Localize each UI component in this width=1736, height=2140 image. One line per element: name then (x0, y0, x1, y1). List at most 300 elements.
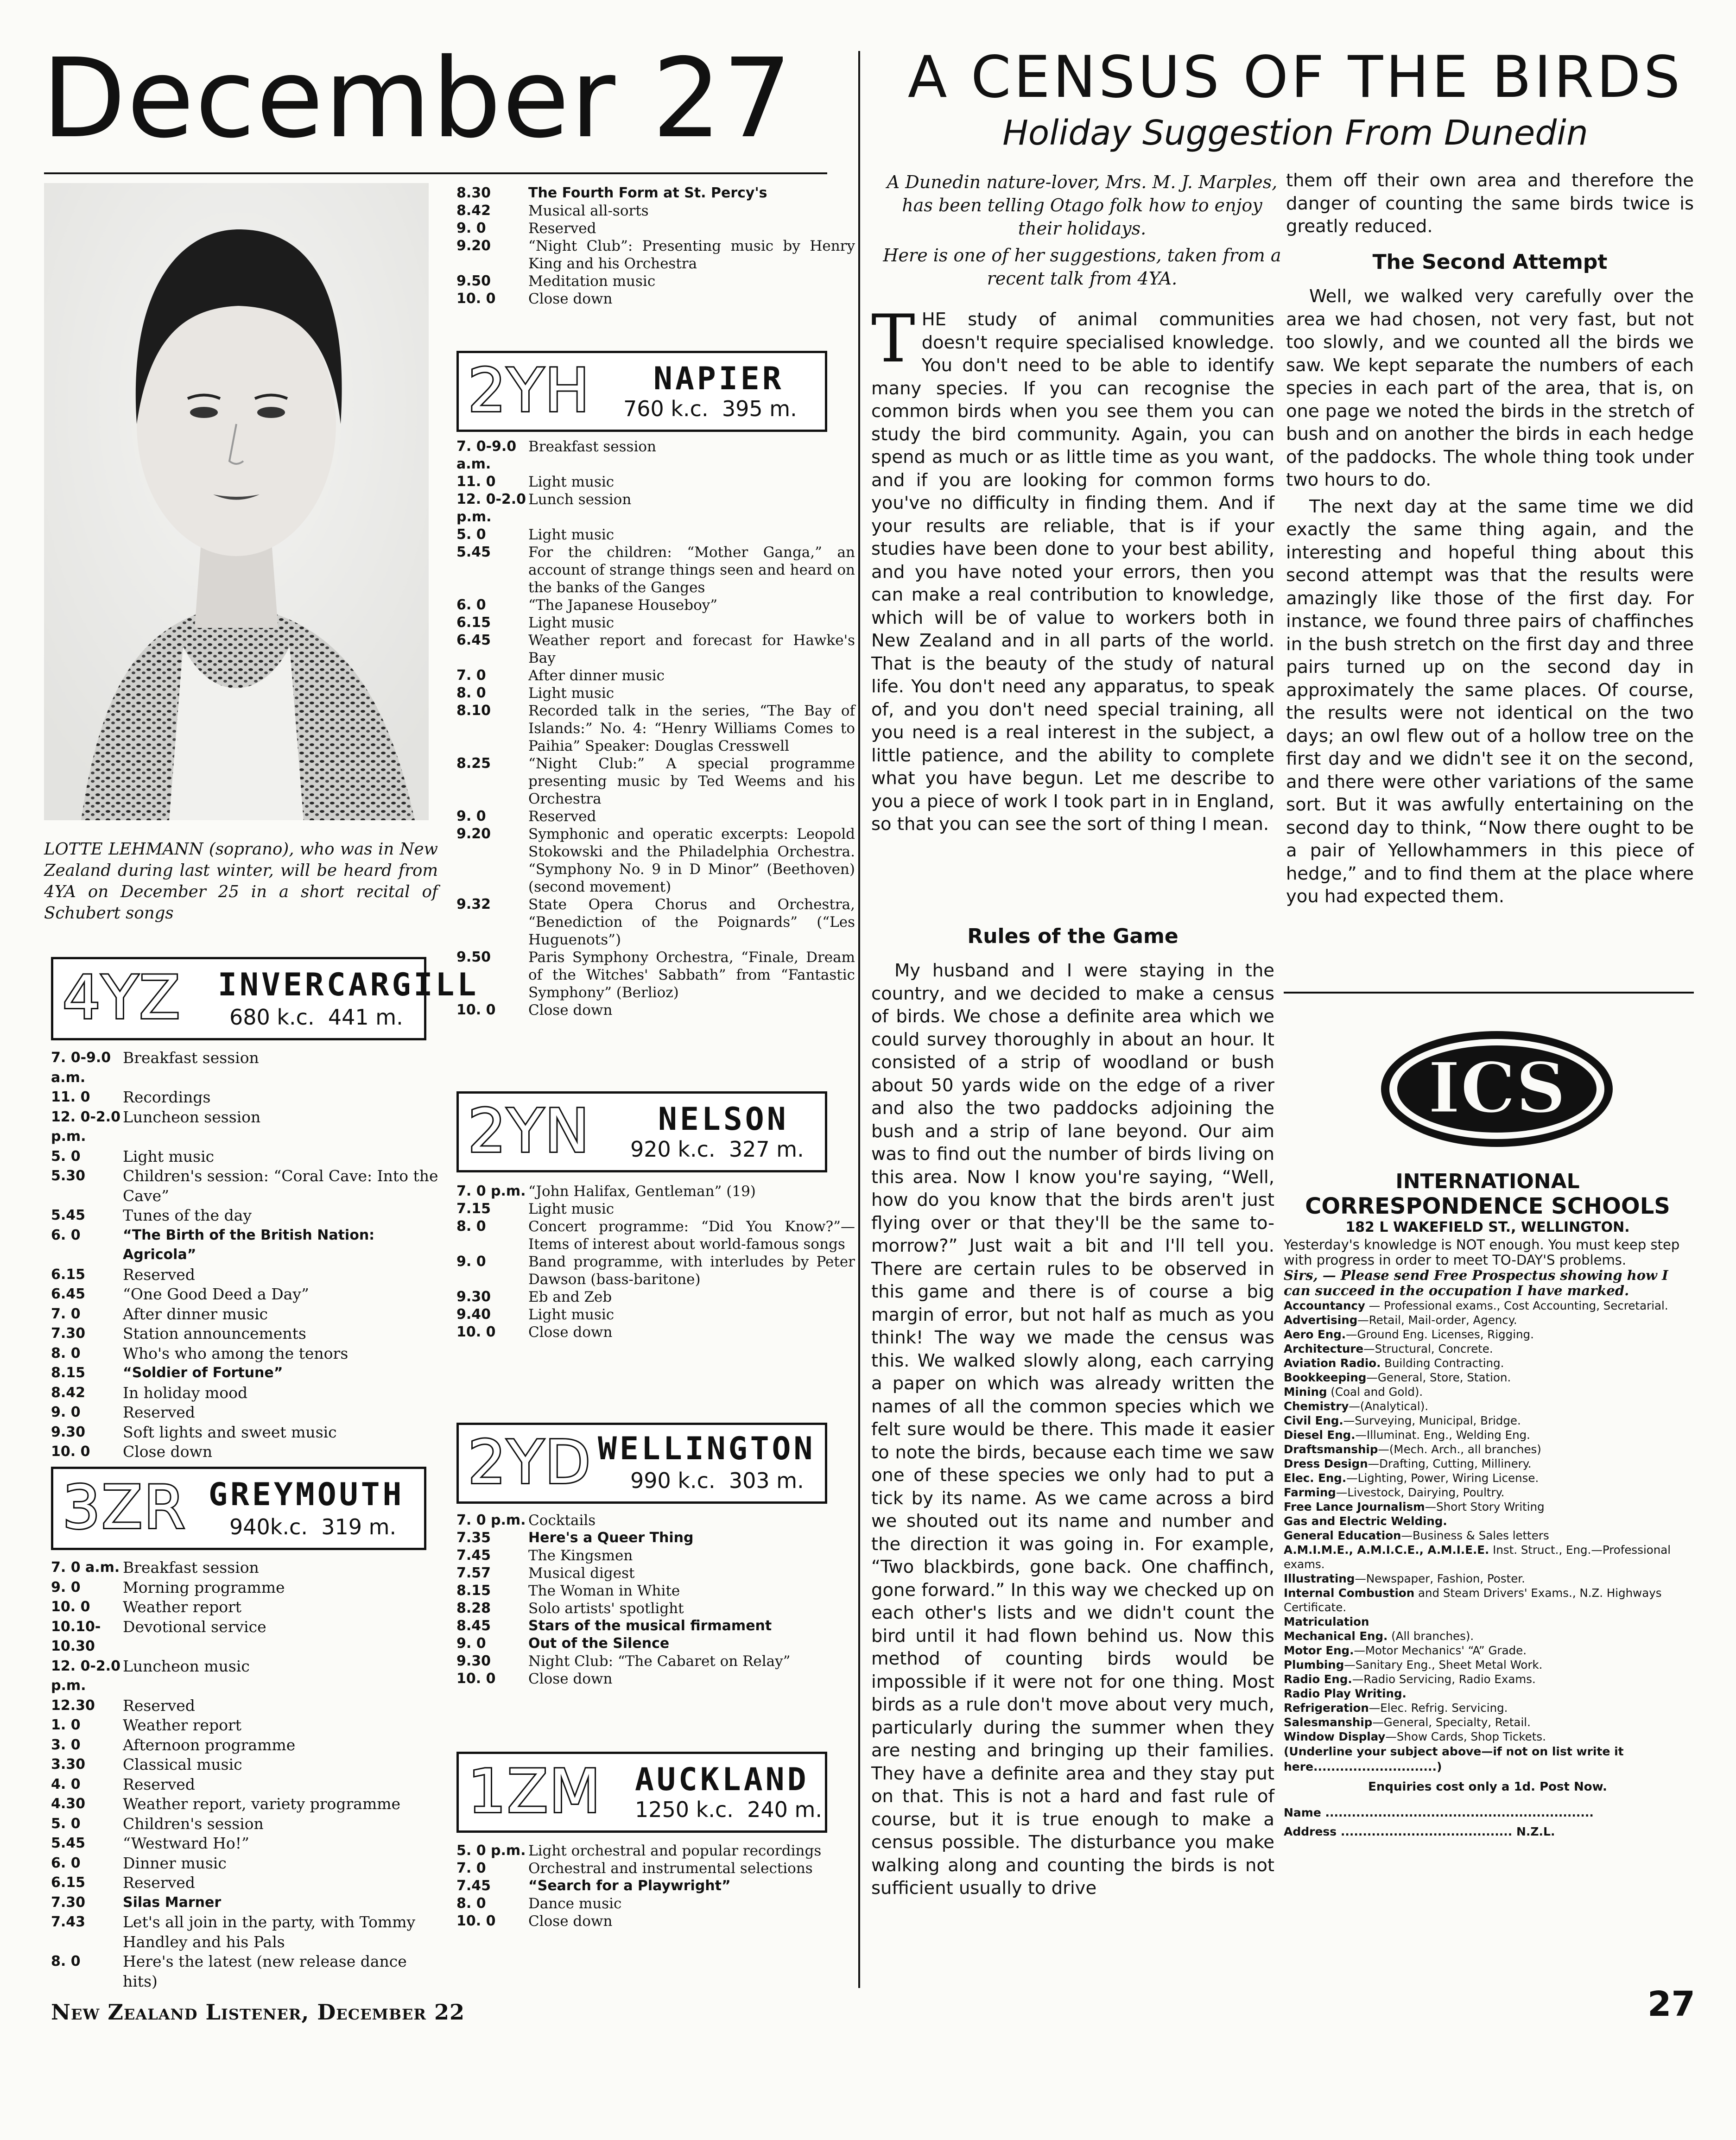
ics-course-name: Radio Play Writing. (1284, 1687, 1407, 1700)
station-header-3zr (51, 1467, 426, 1550)
frequency: 1250 k.c. 240 m. (635, 1797, 822, 1822)
schedule-row (456, 290, 855, 308)
ics-address-field: Address ....................................... N.Z.L. (1284, 1825, 1555, 1838)
schedule-programme: Soft lights and sweet music (123, 1423, 337, 1441)
ics-course-item (1284, 1298, 1692, 1313)
schedule-programme: Let's all join in the party, with Tommy Handley and his Pals (123, 1913, 416, 1951)
schedule-row (456, 808, 855, 825)
schedule-time: 5.45 (456, 544, 491, 560)
schedule-row (456, 1582, 855, 1600)
schedule-programme: “The Birth of the British Nation: Agricola” (123, 1227, 375, 1263)
ics-course-name: Dress Design (1284, 1457, 1368, 1470)
schedule-time: 6.15 (51, 1874, 86, 1891)
schedule-programme: Weather report (123, 1716, 242, 1734)
schedule-1zm (456, 1842, 855, 1930)
ics-course-detail: —Structural, Concrete. (1363, 1342, 1493, 1355)
ics-course-name: Aero Eng. (1284, 1328, 1346, 1341)
ics-course-name: Gas and Electric Welding. (1284, 1514, 1447, 1528)
ics-course-detail: —Elec. Refrig. Servicing. (1369, 1701, 1508, 1715)
schedule-programme: Musical all-sorts (528, 203, 649, 219)
schedule-programme: Weather report, variety programme (123, 1795, 401, 1813)
schedule-programme: Paris Symphony Orchestra, “Finale, Dream of the Witches' Sabbath” from “Fantastic Symphony” (Berlioz) (528, 949, 855, 1001)
schedule-time: 5. 0 p.m. (456, 1842, 526, 1859)
schedule-time: 9.40 (456, 1306, 491, 1323)
schedule-row (456, 237, 855, 272)
schedule-programme: For the children: “Mother Ganga,” an account of strange things seen and heard on the banks of the Ganges (528, 544, 855, 596)
schedule-programme: “Search for a Playwright” (528, 1878, 731, 1894)
schedule-programme: Stars of the musical firmament (528, 1618, 772, 1634)
schedule-row (51, 1344, 445, 1364)
lotte-lehmann-portrait (44, 183, 429, 820)
schedule-row (51, 1912, 445, 1952)
ics-course-item (1284, 1586, 1692, 1614)
schedule-programme: Weather report (123, 1598, 242, 1616)
schedule-row (51, 1206, 445, 1226)
ics-course-detail: — Professional exams., Cost Accounting, Secretarial. (1365, 1299, 1668, 1312)
schedule-programme: Dinner music (123, 1854, 227, 1872)
ics-course-detail: —Motor Mechanics' “A” Grade. (1354, 1644, 1527, 1657)
ics-course-item (1284, 1715, 1692, 1729)
schedule-time: 12.30 (51, 1697, 95, 1714)
schedule-time: 7.43 (51, 1914, 86, 1930)
schedule-time: 6. 0 (51, 1227, 81, 1243)
ics-course-name: Refrigeration (1284, 1701, 1369, 1715)
schedule-row (51, 1423, 445, 1443)
ics-request: Sirs, — Please send Free Prospectus showing how I can succeed in the occupation I have marked. (1284, 1267, 1668, 1298)
schedule-programme: Reserved (123, 1775, 195, 1793)
schedule-2yd (456, 1512, 855, 1688)
schedule-time: 6.15 (51, 1266, 86, 1283)
ics-course-detail: —Retail, Mail-order, Agency. (1357, 1313, 1517, 1327)
schedule-time: 10. 0 (51, 1599, 90, 1615)
schedule-programme: Meditation music (528, 273, 656, 290)
schedule-row (456, 1600, 855, 1617)
schedule-row (51, 1854, 445, 1874)
frequency: 920 k.c. 327 m. (630, 1137, 804, 1162)
callsign: 1ZM (468, 1757, 602, 1826)
ics-course-item (1284, 1485, 1692, 1500)
ics-course-name: Bookkeeping (1284, 1371, 1367, 1384)
schedule-programme: Symphonic and operatic excerpts: Leopold Stokowski and the Philadelphia Orchestra. “Symphony No. 9 in D Minor” (Beethoven) (second movement) (528, 826, 855, 895)
station-header-2yd (456, 1423, 827, 1504)
schedule-programme: Solo artists' spotlight (528, 1600, 684, 1617)
ics-course-name: Chemistry (1284, 1399, 1349, 1413)
ics-course-item (1284, 1413, 1692, 1428)
schedule-time: 8. 0 (456, 1895, 486, 1912)
ics-course-item (1284, 1500, 1692, 1514)
schedule-time: 9. 0 (456, 1254, 486, 1270)
ics-course-detail: —Ground Eng. Licenses, Rigging. (1346, 1328, 1534, 1341)
schedule-programme: “Night Club:” A special programme presenting music by Ted Weems and his Orchestra (528, 755, 855, 807)
schedule-programme: Silas Marner (123, 1894, 222, 1911)
schedule-row (51, 1558, 445, 1578)
ics-course-name: Illustrating (1284, 1572, 1355, 1585)
schedule-time: 5.45 (51, 1835, 86, 1851)
ics-course-item (1284, 1514, 1692, 1528)
schedule-programme: Close down (528, 1002, 613, 1019)
schedule-row (456, 220, 855, 237)
schedule-row (51, 1617, 445, 1657)
schedule-programme: Reserved (123, 1265, 195, 1284)
schedule-time: 7.30 (51, 1894, 86, 1911)
ics-course-name: Accountancy (1284, 1299, 1365, 1312)
ics-course-item (1284, 1356, 1692, 1370)
schedule-row (456, 1323, 855, 1341)
schedule-row (456, 1860, 855, 1877)
intro-paragraph-2: Here is one of her suggestions, taken from a recent talk from 4YA. (883, 245, 1281, 289)
schedule-row (456, 632, 855, 667)
subhead-second-attempt: The Second Attempt (1372, 250, 1608, 274)
city-name: NELSON (658, 1101, 789, 1138)
schedule-time: 3. 0 (51, 1736, 81, 1753)
article-title: A CENSUS OF THE BIRDS (907, 44, 1683, 111)
ics-course-item (1284, 1701, 1692, 1715)
schedule-row (456, 1564, 855, 1582)
schedule-time: 9.30 (51, 1424, 86, 1440)
intro-paragraph-1: A Dunedin nature-lover, Mrs. M. J. Marples, has been telling Otago folk how to enjoy their holidays. (887, 172, 1278, 239)
schedule-time: 9.30 (456, 1289, 491, 1305)
ics-enquiries: Enquiries cost only a 1d. Post Now. (1368, 1780, 1607, 1794)
schedule-row (456, 438, 855, 473)
schedule-row (51, 1088, 445, 1108)
schedule-row (51, 1735, 445, 1755)
ics-tagline: Yesterday's knowledge is NOT enough. You must keep step with progress in order to meet TO-DAY'S problems. (1284, 1237, 1680, 1268)
schedule-time: 12. 0-2.0 p.m. (456, 491, 526, 525)
ics-course-item (1284, 1543, 1692, 1571)
callsign: 2YH (468, 356, 591, 425)
station-header-1zm (456, 1752, 827, 1833)
schedule-programme: Light music (123, 1147, 215, 1165)
schedule-time: 9.20 (456, 238, 491, 254)
schedule-programme: Dance music (528, 1895, 622, 1912)
schedule-programme: Reserved (123, 1403, 195, 1421)
schedule-programme: Children's session: “Coral Cave: Into the Cave” (123, 1167, 438, 1205)
paragraph-3: them off their own area and therefore the danger of counting the same birds twice is greatly reduced. (1286, 170, 1694, 237)
ics-course-item (1284, 1658, 1692, 1672)
schedule-continuation (456, 184, 855, 308)
schedule-time: 10. 0 (456, 1671, 496, 1687)
ics-course-item (1284, 1571, 1692, 1586)
ics-course-name: Elec. Eng. (1284, 1471, 1347, 1485)
column-divider (858, 51, 860, 1988)
schedule-row (51, 1775, 445, 1795)
schedule-time: 4.30 (51, 1796, 86, 1812)
schedule-programme: Night Club: “The Cabaret on Relay” (528, 1653, 791, 1670)
schedule-row (456, 473, 855, 491)
schedule-row (51, 1285, 445, 1304)
schedule-time: 5.45 (51, 1207, 86, 1223)
schedule-row (456, 1183, 855, 1200)
ics-course-name: Architecture (1284, 1342, 1364, 1355)
schedule-row (456, 526, 855, 544)
schedule-programme: “Soldier of Fortune” (123, 1365, 283, 1381)
schedule-row (51, 1952, 445, 1991)
ics-course-item (1284, 1528, 1692, 1543)
schedule-row (51, 1873, 445, 1893)
schedule-row (51, 1834, 445, 1854)
schedule-programme: Orchestral and instrumental selections (528, 1860, 813, 1877)
schedule-time: 7.30 (51, 1325, 86, 1342)
schedule-time: 7. 0 a.m. (51, 1559, 120, 1576)
schedule-row (456, 896, 855, 949)
schedule-programme: Light music (528, 1306, 615, 1323)
schedule-row (456, 491, 855, 526)
ics-name-line2: CORRESPONDENCE SCHOOLS (1305, 1193, 1670, 1219)
schedule-time: 6.45 (51, 1286, 86, 1302)
ics-course-detail: —Radio Servicing, Radio Exams. (1352, 1672, 1536, 1686)
schedule-row (51, 1442, 445, 1462)
ics-course-item (1284, 1313, 1692, 1327)
schedule-programme: The Kingsmen (528, 1547, 633, 1564)
schedule-programme: After dinner music (123, 1304, 268, 1323)
schedule-row (456, 1001, 855, 1019)
callsign: 3ZR (63, 1473, 187, 1542)
schedule-row (456, 1895, 855, 1912)
schedule-programme: The Woman in White (528, 1583, 680, 1599)
schedule-time: 8.10 (456, 703, 491, 719)
article-intro (883, 171, 1281, 290)
schedule-row (456, 1253, 855, 1288)
schedule-programme: “Westward Ho!” (123, 1834, 249, 1852)
schedule-row (51, 1108, 445, 1147)
schedule-2yh (456, 438, 855, 1019)
ics-underline-note: (Underline your subject above—if not on list write it here............................) (1284, 1745, 1624, 1773)
ics-course-item (1284, 1342, 1692, 1356)
schedule-programme: Reserved (123, 1874, 195, 1892)
schedule-time: 6. 0 (51, 1855, 81, 1871)
city-name: NAPIER (653, 361, 784, 397)
schedule-time: 8. 0 (456, 685, 486, 701)
ics-course-item (1284, 1672, 1692, 1686)
schedule-time: 6.15 (456, 614, 491, 631)
schedule-row (51, 1597, 445, 1617)
schedule-time: 8.15 (456, 1583, 491, 1599)
frequency: 680 k.c. 441 m. (229, 1005, 403, 1030)
ics-course-detail: —Newspaper, Fashion, Poster. (1355, 1572, 1525, 1585)
city-name: GREYMOUTH (209, 1476, 405, 1513)
ics-course-detail: —General, Store, Station. (1366, 1371, 1511, 1384)
schedule-programme: Cocktails (528, 1512, 596, 1529)
paragraph-2: My husband and I were staying in the country, and we decided to make a census of birds. We chose a definite area which we could survey thoroughly in about an hour. It consisted of a strip of woodland or bush about 50 yards wide on the edge of a river and also the two paddocks adjoining the bush and a strip of lane beyond. Our aim was to find out the number of birds living on this area. Now I know you're saying, “Well, how do you know that the birds aren't just flying over or that they'll be the same to-morrow?” Just wait a bit and I'll tell you. There are certain rules to be observed in this game and there is of course a big margin of error, but not half as much as you think! The way we made the census was this. We walked slowly along, each carrying a paper on which was already written the names of all the common species which we felt sure would be there. This made it easier to note the birds, because each time we saw one of these species we only had to put a tick by its name. As we came across a bird we shouted out its name and number and the direction it was going in. For example, “Two blackbirds, gone back. One chaffinch, gone forward.” In this way we checked up on each other's lists and we didn't count the bird until it had flown behind us. Now this method of counting birds would be impossible if it were not for one thing. Most birds as a rule don't move about very much, particularly during the summer when they are nesting and bringing up their families. They have a definite area and they stay put on that. This is not a hard and fast rule of course, but it is true enough to make a census possible. The disturbance you make walking along and counting the birds is not sufficient usually to drive (871, 960, 1274, 1899)
schedule-row (456, 272, 855, 290)
ad-top-rule (1284, 992, 1694, 994)
ics-course-item (1284, 1399, 1692, 1413)
ics-course-name: General Education (1284, 1529, 1401, 1542)
schedule-time: 8. 0 (51, 1953, 81, 1969)
schedule-time: 7.57 (456, 1565, 491, 1581)
schedule-programme: Light music (528, 1201, 615, 1217)
schedule-row (51, 1814, 445, 1834)
ics-course-name: Advertising (1284, 1313, 1358, 1327)
schedule-row (456, 544, 855, 596)
schedule-programme: Concert programme: “Did You Know?”—Items of interest about world-famous songs (528, 1218, 855, 1253)
schedule-programme: Luncheon session (123, 1108, 261, 1126)
schedule-row (456, 825, 855, 896)
schedule-row (456, 1547, 855, 1564)
ics-course-name: Window Display (1284, 1730, 1386, 1743)
schedule-programme: Light orchestral and popular recordings (528, 1842, 822, 1859)
schedule-programme: State Opera Chorus and Orchestra, “Benediction of the Poignards” (“Les Huguenots”) (528, 896, 855, 948)
schedule-time: 10. 0 (456, 291, 496, 307)
schedule-time: 9. 0 (456, 220, 486, 236)
schedule-time: 7. 0 p.m. (456, 1512, 526, 1528)
schedule-programme: Out of the Silence (528, 1635, 670, 1652)
schedule-programme: Breakfast session (123, 1049, 259, 1067)
ics-course-item (1284, 1614, 1692, 1629)
ics-course-detail: Inst. Struct., Eng.—Professional exams. (1284, 1543, 1671, 1571)
schedule-row (456, 1288, 855, 1306)
ics-course-detail: —Short Story Writing (1425, 1500, 1545, 1513)
ics-course-detail: —Surveying, Municipal, Bridge. (1343, 1414, 1521, 1427)
schedule-row (51, 1048, 445, 1088)
schedule-4yz (51, 1048, 445, 1462)
ics-course-item (1284, 1327, 1692, 1342)
schedule-time: 8.28 (456, 1600, 491, 1616)
city-name: WELLINGTON (598, 1431, 816, 1467)
ics-course-name: Salesmanship (1284, 1716, 1373, 1729)
article-body-col1b (871, 959, 1274, 1900)
schedule-programme: After dinner music (528, 667, 665, 684)
schedule-time: 10. 0 (456, 1002, 496, 1018)
schedule-row (51, 1893, 445, 1913)
drop-cap: T (871, 301, 915, 377)
schedule-programme: Light music (528, 526, 615, 543)
schedule-row (51, 1265, 445, 1285)
schedule-time: 10.10-10.30 (51, 1618, 101, 1654)
schedule-row (456, 702, 855, 755)
schedule-row (456, 1306, 855, 1323)
schedule-programme: Morning programme (123, 1578, 285, 1596)
ics-course-item (1284, 1456, 1692, 1471)
ics-course-detail: —Lighting, Power, Wiring License. (1346, 1471, 1539, 1485)
schedule-row (456, 1635, 855, 1652)
schedule-row (456, 1200, 855, 1218)
ics-logo (1284, 1019, 1692, 1168)
ics-course-detail: Building Contracting. (1381, 1356, 1504, 1370)
page-date-heading: December 27 (42, 35, 793, 162)
schedule-time: 5. 0 (51, 1148, 81, 1165)
schedule-time: 11. 0 (51, 1089, 90, 1105)
schedule-time: 7. 0 (456, 1860, 486, 1876)
schedule-time: 5.30 (51, 1168, 86, 1184)
ics-course-name: Mining (1284, 1385, 1327, 1399)
schedule-programme: Close down (528, 1671, 613, 1687)
schedule-row (51, 1324, 445, 1344)
schedule-time: 7.35 (456, 1530, 491, 1546)
schedule-row (456, 1877, 855, 1895)
ics-course-detail: —Illuminat. Eng., Welding Eng. (1355, 1428, 1530, 1442)
schedule-time: 3.30 (51, 1756, 86, 1773)
schedule-row (51, 1794, 445, 1814)
schedule-programme: Close down (528, 291, 613, 307)
schedule-row (456, 1529, 855, 1547)
ics-course-name: Free Lance Journalism (1284, 1500, 1425, 1513)
schedule-time: 10. 0 (51, 1444, 90, 1460)
schedule-programme: Reserved (123, 1696, 195, 1715)
ics-course-name: Mechanical Eng. (1284, 1629, 1388, 1643)
paragraph-1: HE study of animal communities doesn't require specialised knowledge. You don't need to be able to identify many species. If you can recognise the common birds when you see them you can study the bird community. Again, you can spend as much or as little time as you want, and if you are looking for common forms you've no difficulty in finding them. And if your results are reliable, that is if your studies have been done to your best ability, and you have noted your errors, then you can make a real contribution to knowledge, which will be of value to workers both in New Zealand and in all parts of the world. That is the beauty of the study of natural life. You don't need any apparatus, to speak of, and you don't need special training, all you need is a real interest in the subject, a little patience, and the ability to complete what you have begun. Let me describe to you a piece of work I took part in in England, so that you can see the sort of thing I mean. (871, 309, 1274, 835)
schedule-programme: Tunes of the day (123, 1206, 252, 1224)
ics-course-detail: —General, Specialty, Retail. (1372, 1716, 1531, 1729)
ics-course-item (1284, 1442, 1692, 1456)
schedule-programme: Close down (528, 1913, 613, 1930)
schedule-time: 5. 0 (456, 526, 486, 543)
ics-course-list (1284, 1298, 1692, 1744)
frequency: 760 k.c. 395 m. (623, 396, 797, 421)
schedule-time: 7. 0-9.0 a.m. (456, 438, 517, 472)
ics-name-line1: INTERNATIONAL (1395, 1170, 1580, 1193)
schedule-programme: “One Good Deed a Day” (123, 1285, 309, 1303)
callsign: 2YD (468, 1428, 592, 1497)
ics-course-item (1284, 1629, 1692, 1643)
schedule-programme: Band programme, with interludes by Peter Dawson (bass-baritone) (528, 1254, 855, 1288)
schedule-programme: Here's a Queer Thing (528, 1530, 694, 1546)
ics-course-name: Matriculation (1284, 1615, 1369, 1628)
ics-course-name: Plumbing (1284, 1658, 1344, 1671)
ics-course-name: Diesel Eng. (1284, 1428, 1356, 1442)
city-name: INVERCARGILL (218, 967, 479, 1003)
schedule-time: 7.45 (456, 1547, 491, 1564)
schedule-programme: Light music (528, 474, 615, 490)
schedule-time: 9. 0 (51, 1404, 81, 1420)
callsign: 2YN (468, 1097, 591, 1166)
article-body-col1 (871, 301, 1274, 836)
ics-course-name: Civil Eng. (1284, 1414, 1343, 1427)
schedule-time: 8.25 (456, 755, 491, 772)
ics-course-detail: (All branches). (1388, 1629, 1474, 1643)
schedule-time: 10. 0 (456, 1913, 496, 1929)
schedule-row (51, 1696, 445, 1716)
ics-course-item (1284, 1643, 1692, 1658)
city-name: AUCKLAND (635, 1761, 809, 1798)
schedule-time: 12. 0-2.0 p.m. (51, 1658, 121, 1694)
schedule-time: 1. 0 (51, 1717, 81, 1733)
schedule-time: 7. 0 (456, 667, 486, 684)
schedule-time: 7.15 (456, 1201, 491, 1217)
schedule-row (51, 1657, 445, 1696)
schedule-time: 9.50 (456, 949, 491, 965)
schedule-programme: The Fourth Form at St. Percy's (528, 185, 767, 201)
ics-course-detail: —(Mech. Arch., all branches) (1378, 1443, 1541, 1456)
schedule-row (51, 1226, 445, 1265)
schedule-row (456, 1912, 855, 1930)
ics-course-name: Motor Eng. (1284, 1644, 1354, 1657)
schedule-programme: “John Halifax, Gentleman” (19) (528, 1183, 756, 1200)
ics-course-name: Radio Eng. (1284, 1672, 1352, 1686)
ics-course-item (1284, 1385, 1692, 1399)
frequency: 940k.c. 319 m. (229, 1514, 397, 1539)
callsign: 4YZ (63, 963, 182, 1032)
schedule-row (51, 1716, 445, 1735)
schedule-programme: Afternoon programme (123, 1735, 296, 1754)
schedule-row (51, 1304, 445, 1324)
schedule-time: 4. 0 (51, 1776, 81, 1792)
schedule-programme: Breakfast session (123, 1558, 259, 1577)
footer-publication: New Zealand Listener, December 22 (51, 2000, 465, 2025)
schedule-programme: Close down (123, 1443, 213, 1461)
schedule-row (51, 1578, 445, 1598)
schedule-row (51, 1147, 445, 1167)
schedule-programme: Reserved (528, 808, 596, 825)
schedule-time: 12. 0-2.0 p.m. (51, 1108, 121, 1145)
schedule-row (456, 684, 855, 702)
schedule-row (456, 949, 855, 1001)
schedule-programme: Reserved (528, 220, 596, 237)
schedule-programme: Devotional service (123, 1617, 266, 1636)
subhead-rules-of-the-game: Rules of the Game (967, 924, 1178, 948)
schedule-time: 8.42 (456, 203, 491, 219)
schedule-programme: Musical digest (528, 1565, 635, 1582)
